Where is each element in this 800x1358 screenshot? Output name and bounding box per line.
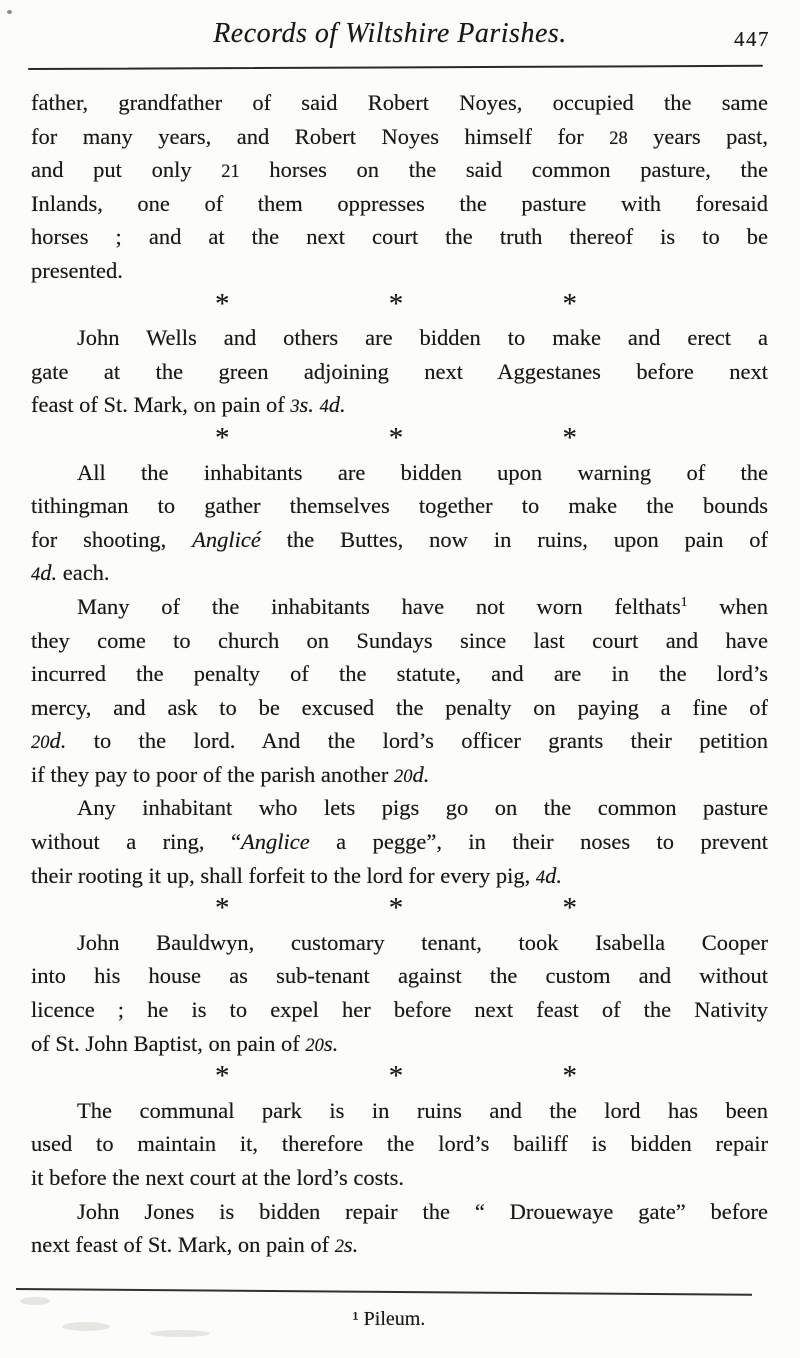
asterisk-icon: * (388, 1060, 404, 1093)
text-line: Any inhabitant who lets pigs go on the common pasture (77, 795, 768, 821)
text-line: of St. John Baptist, on pain of 20s. (31, 1030, 339, 1056)
footnote-rule (16, 1288, 752, 1296)
text-line: their rooting it up, shall forfeit to the lord for every pig, 4d. (31, 862, 562, 888)
asterisk-separator (31, 422, 768, 456)
asterisk-row (215, 422, 577, 456)
asterisk-row (215, 1060, 577, 1094)
asterisk-icon: * (562, 892, 577, 925)
text-line: All the inhabitants are bidden upon warning of the (77, 459, 768, 485)
running-title: Records of Wiltshire Parishes. (213, 18, 567, 49)
text-line: they come to church on Sundays since last court and have (31, 627, 768, 653)
asterisk-row (215, 288, 577, 322)
text-line: licence ; he is to expel her before next feast of the Nativity (31, 997, 768, 1023)
text-line: tithingman to gather themselves together to make the bounds (31, 493, 768, 519)
text-line: Inlands, one of them oppresses the pasture with foresaid (31, 190, 768, 216)
text-line: for shooting, Anglicé the Buttes, now in ruins, upon pain of (31, 526, 768, 552)
paragraph (31, 1195, 768, 1262)
text-line: horses ; and at the next court the truth thereof is to be (31, 224, 768, 250)
scan-smudge (20, 1297, 50, 1305)
asterisk-icon: * (215, 892, 230, 925)
header-rule (28, 65, 763, 70)
text-line: used to maintain it, therefore the lord’s bailiff is bidden repair (31, 1131, 768, 1157)
text-line: Many of the inhabitants have not worn felthats$^1$ when (77, 593, 768, 619)
text-line: John Wells and others are bidden to make and erect a (77, 325, 768, 351)
asterisk-icon: * (388, 892, 404, 925)
asterisk-separator (31, 288, 768, 322)
text-line: mercy, and ask to be excused the penalty on paying a fine of (31, 694, 768, 720)
text-line: gate at the green adjoining next Aggestanes before next (31, 358, 768, 384)
text-line: John Jones is bidden repair the “ Drouewaye gate” before (77, 1198, 768, 1224)
asterisk-icon: * (388, 421, 404, 454)
asterisk-icon: * (388, 287, 404, 320)
asterisk-icon: * (215, 421, 230, 454)
asterisk-icon: * (215, 1060, 230, 1093)
paragraph (31, 321, 768, 422)
footnote (0, 1308, 778, 1331)
text-line: 4d. each. (31, 560, 110, 586)
text-line: next feast of St. Mark, on pain of 2s. (31, 1232, 359, 1258)
scan-speck (7, 10, 12, 14)
text-line: feast of St. Mark, on pain of 3s. 4d. (31, 392, 346, 418)
paragraph (31, 1094, 768, 1195)
text-line: John Bauldwyn, customary tenant, took Isabella Cooper (77, 929, 768, 955)
scan-smudge (150, 1330, 210, 1337)
asterisk-icon: * (215, 287, 230, 320)
text-line: for many years, and Robert Noyes himself for 28 years past, (31, 123, 768, 149)
page-body (31, 86, 768, 1262)
text-line: if they pay to poor of the parish another 20d. (31, 761, 430, 787)
paragraph (31, 86, 768, 288)
asterisk-separator (31, 1060, 768, 1094)
text-line: and put only 21 horses on the said common pasture, the (31, 157, 768, 183)
paragraph (31, 456, 768, 590)
text-line: The communal park is in ruins and the lord has been (77, 1097, 768, 1123)
page-number: 447 (734, 27, 770, 51)
paragraph (31, 590, 768, 792)
asterisk-icon: * (562, 1060, 577, 1093)
text-line: without a ring, “Anglice a pegge”, in their noses to prevent (31, 829, 768, 855)
text-line: presented. (31, 257, 123, 283)
footnote-text: ¹ Pileum. (352, 1308, 426, 1330)
asterisk-row (215, 892, 577, 926)
paragraph (31, 791, 768, 892)
text-line: father, grandfather of said Robert Noyes, occupied the same (31, 90, 768, 115)
asterisk-separator (31, 892, 768, 926)
text-line: incurred the penalty of the statute, and are in the lord’s (31, 661, 768, 687)
text-line: into his house as sub-tenant against the custom and without (31, 963, 768, 989)
text-line: it before the next court at the lord’s costs. (31, 1165, 405, 1190)
paragraph (31, 926, 768, 1060)
asterisk-icon: * (562, 421, 577, 454)
text-line: 20d. to the lord. And the lord’s officer grants their petition (31, 728, 768, 754)
scan-smudge (62, 1322, 110, 1331)
asterisk-icon: * (562, 287, 577, 320)
